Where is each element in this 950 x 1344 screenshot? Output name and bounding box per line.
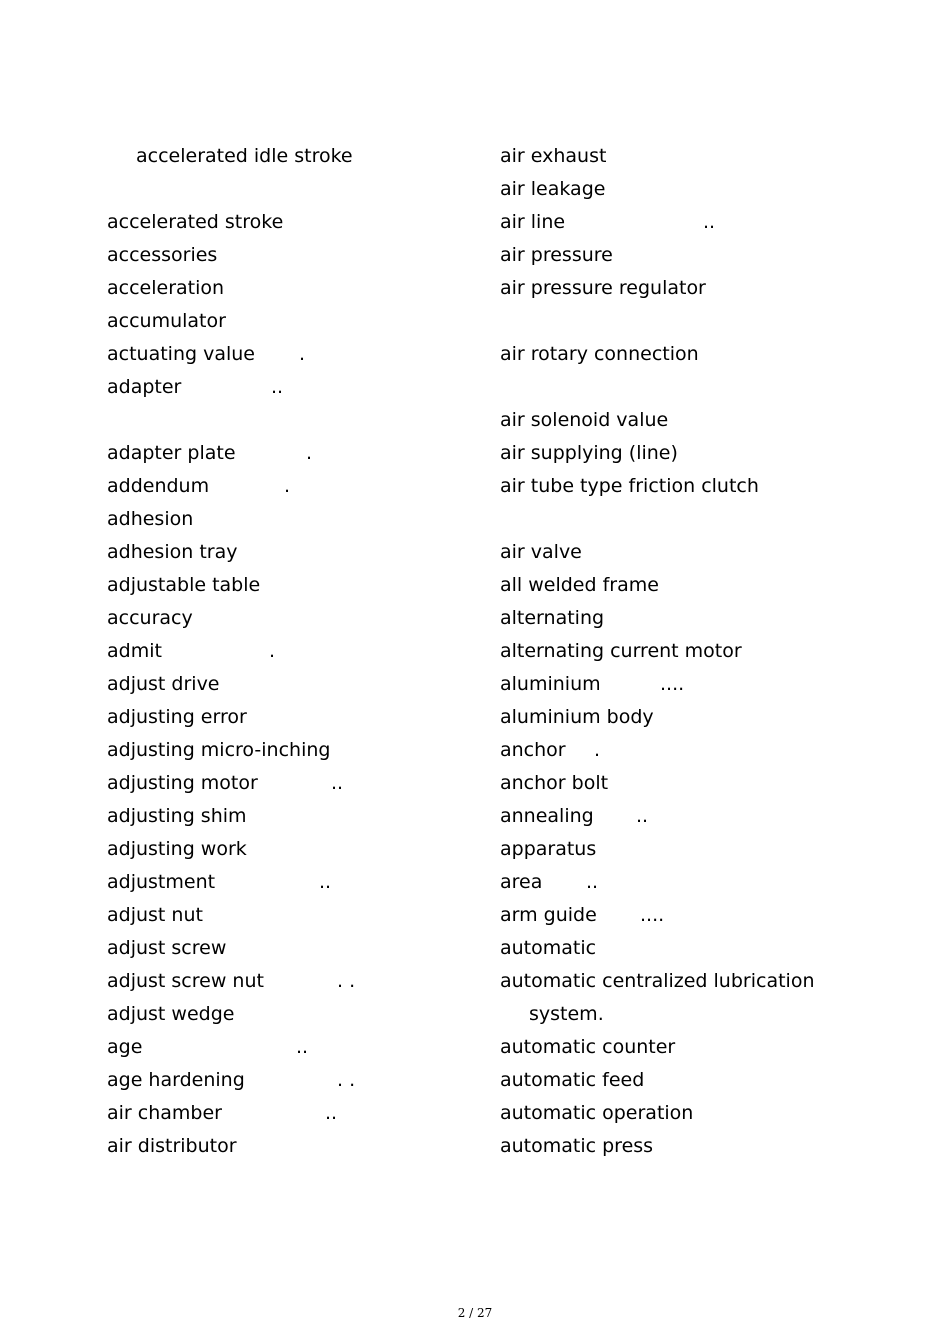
glossary-entry: [500, 437, 830, 470]
term: air line: [500, 211, 566, 233]
term: air leakage: [500, 178, 606, 200]
term: automatic feed: [500, 1069, 645, 1091]
glossary-entry: [500, 701, 830, 734]
term: admit: [107, 640, 162, 662]
glossary-entry: [107, 1064, 467, 1097]
glossary-entry: [500, 239, 830, 272]
term: anchor: [500, 739, 566, 761]
glossary-entry: [107, 899, 467, 932]
term: air valve: [500, 541, 582, 563]
glossary-entry: [107, 767, 467, 800]
term: age hardening: [107, 1069, 245, 1091]
term: adjustment: [107, 871, 216, 893]
term: area: [500, 871, 543, 893]
glossary-entry: [500, 767, 830, 800]
glossary-entry: [107, 668, 467, 701]
term: automatic: [500, 937, 597, 959]
dots-marker: ..: [271, 376, 284, 398]
glossary-entry: [107, 866, 467, 899]
glossary-entry: [107, 635, 467, 668]
term: air exhaust: [500, 145, 607, 167]
glossary-entry: [500, 1130, 830, 1163]
term: aluminium body: [500, 706, 654, 728]
glossary-entry: [107, 536, 467, 569]
glossary-entry: [107, 338, 467, 371]
glossary-entry: [500, 1031, 830, 1064]
glossary-entry: [107, 1097, 467, 1130]
term: alternating current motor: [500, 640, 742, 662]
glossary-entry: [500, 536, 830, 569]
glossary-entry: [107, 1130, 467, 1163]
term: apparatus: [500, 838, 597, 860]
term: adjustable table: [107, 574, 261, 596]
glossary-entry: [500, 173, 830, 206]
term: automatic operation: [500, 1102, 694, 1124]
term: air pressure regulator: [500, 277, 706, 299]
glossary-entry: [107, 239, 467, 272]
glossary-entry: [107, 140, 467, 173]
dots-marker: ..: [296, 1036, 309, 1058]
glossary-entry: [107, 734, 467, 767]
term: adjusting work: [107, 838, 247, 860]
term: air supplying (line): [500, 442, 678, 464]
glossary-entry: [500, 404, 830, 437]
term: adjusting shim: [107, 805, 247, 827]
glossary-entry-continuation: [500, 998, 830, 1031]
term: system.: [529, 1003, 604, 1025]
term: accelerated idle stroke: [136, 145, 353, 167]
dots-marker: ....: [640, 904, 665, 926]
term: automatic centralized lubrication: [500, 970, 815, 992]
glossary-entry: [500, 338, 830, 371]
dots-marker: ..: [319, 871, 332, 893]
glossary-entry: [500, 569, 830, 602]
glossary-entry: [107, 503, 467, 536]
glossary-entry: [500, 1097, 830, 1130]
glossary-entry: [107, 800, 467, 833]
dots-marker: .: [594, 739, 601, 761]
glossary-entry: [107, 602, 467, 635]
glossary-entry: [107, 272, 467, 305]
blank-line: [500, 305, 830, 338]
term: adhesion tray: [107, 541, 238, 563]
glossary-entry: [500, 965, 830, 998]
term: adjusting motor: [107, 772, 258, 794]
term: accumulator: [107, 310, 226, 332]
glossary-entry: [107, 1031, 467, 1064]
term: arm guide: [500, 904, 597, 926]
glossary-entry: [107, 833, 467, 866]
term: adhesion: [107, 508, 194, 530]
glossary-entry: [500, 866, 830, 899]
dots-marker: .: [306, 442, 313, 464]
glossary-entry: [107, 569, 467, 602]
glossary-entry: [500, 470, 830, 503]
term: addendum: [107, 475, 210, 497]
blank-line: [107, 404, 467, 437]
glossary-entry: [500, 206, 830, 239]
term: air rotary connection: [500, 343, 699, 365]
glossary-entry: [107, 305, 467, 338]
glossary-entry: [107, 998, 467, 1031]
dots-marker: . .: [337, 970, 356, 992]
term: all welded frame: [500, 574, 659, 596]
term: alternating: [500, 607, 605, 629]
term: annealing: [500, 805, 594, 827]
term: air chamber: [107, 1102, 222, 1124]
term: accessories: [107, 244, 218, 266]
glossary-entry: [500, 140, 830, 173]
term: age: [107, 1036, 143, 1058]
dots-marker: ..: [331, 772, 344, 794]
right-glossary-column: [500, 140, 830, 1163]
term: adjust screw: [107, 937, 227, 959]
term: acceleration: [107, 277, 225, 299]
term: adjusting error: [107, 706, 247, 728]
term: anchor bolt: [500, 772, 609, 794]
dots-marker: .: [284, 475, 291, 497]
glossary-entry: [500, 899, 830, 932]
page-number: 2 / 27: [457, 1306, 493, 1320]
glossary-entry: [500, 734, 830, 767]
glossary-entry: [500, 668, 830, 701]
dots-marker: ..: [325, 1102, 338, 1124]
glossary-entry: [107, 965, 467, 998]
dots-marker: ..: [703, 211, 716, 233]
glossary-entry: [500, 833, 830, 866]
left-glossary-column: [107, 140, 467, 1163]
term: adjusting micro-inching: [107, 739, 331, 761]
term: actuating value: [107, 343, 255, 365]
term: accuracy: [107, 607, 193, 629]
dots-marker: ..: [586, 871, 599, 893]
glossary-entry: [500, 800, 830, 833]
term: adapter plate: [107, 442, 236, 464]
term: accelerated stroke: [107, 211, 284, 233]
glossary-entry: [500, 272, 830, 305]
term: air solenoid value: [500, 409, 669, 431]
blank-line: [107, 173, 467, 206]
dots-marker: .: [299, 343, 306, 365]
dots-marker: ..: [636, 805, 649, 827]
glossary-entry: [107, 470, 467, 503]
term: adjust drive: [107, 673, 220, 695]
term: aluminium: [500, 673, 601, 695]
glossary-entry: [500, 1064, 830, 1097]
glossary-entry: [500, 932, 830, 965]
term: air tube type friction clutch: [500, 475, 759, 497]
blank-line: [500, 371, 830, 404]
term: automatic counter: [500, 1036, 676, 1058]
glossary-entry: [107, 371, 467, 404]
blank-line: [500, 503, 830, 536]
term: air pressure: [500, 244, 613, 266]
dots-marker: .: [269, 640, 276, 662]
dots-marker: ....: [660, 673, 685, 695]
term: adjust screw nut: [107, 970, 264, 992]
glossary-entry: [107, 206, 467, 239]
glossary-entry: [107, 437, 467, 470]
term: adjust wedge: [107, 1003, 235, 1025]
term: adapter: [107, 376, 182, 398]
term: air distributor: [107, 1135, 237, 1157]
glossary-entry: [107, 701, 467, 734]
dots-marker: . .: [337, 1069, 356, 1091]
glossary-entry: [500, 635, 830, 668]
term: automatic press: [500, 1135, 654, 1157]
term: adjust nut: [107, 904, 203, 926]
glossary-entry: [500, 602, 830, 635]
glossary-entry: [107, 932, 467, 965]
